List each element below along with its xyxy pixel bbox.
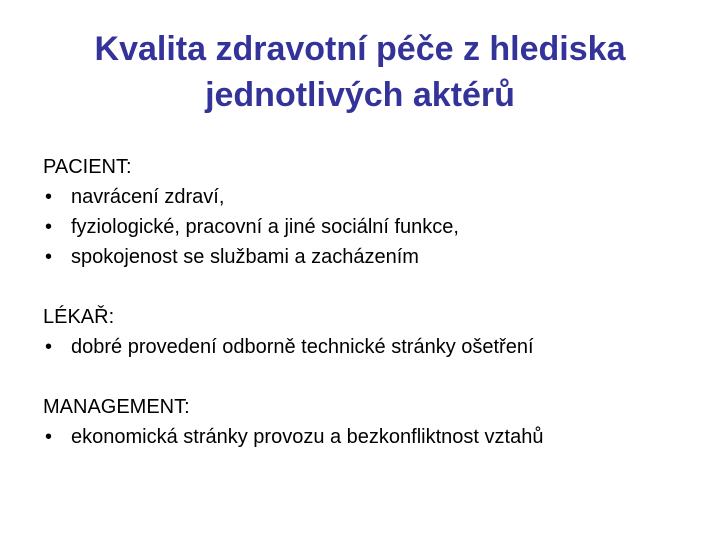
bullet-list	[43, 182, 703, 272]
section-management	[43, 392, 703, 452]
slide-title-line-2: jednotlivých aktérů	[205, 76, 515, 114]
list-item	[43, 422, 703, 452]
bullet-list	[43, 422, 703, 452]
list-item-text: fyziologické, pracovní a jiné sociální funkce,	[71, 216, 459, 238]
slide-title-line-1: Kvalita zdravotní péče z hlediska	[94, 30, 626, 68]
section-heading: MANAGEMENT:	[43, 396, 190, 418]
bullet-icon: •	[45, 246, 53, 268]
section-heading: LÉKAŘ:	[43, 306, 115, 328]
list-item	[43, 332, 703, 362]
list-item-text: navrácení zdraví,	[71, 186, 225, 208]
bullet-icon: •	[45, 336, 53, 358]
list-item	[43, 182, 703, 212]
list-item-text: ekonomická stránky provozu a bezkonfliktnost vztahů	[71, 426, 544, 448]
section-heading: PACIENT:	[43, 156, 132, 178]
bullet-icon: •	[45, 186, 53, 208]
slide-title	[20, 26, 700, 118]
list-item-text: spokojenost se službami a zacházením	[71, 246, 419, 268]
slide-content	[43, 152, 703, 452]
bullet-icon: •	[45, 216, 53, 238]
bullet-icon: •	[45, 426, 53, 448]
bullet-list	[43, 332, 703, 362]
list-item	[43, 242, 703, 272]
section-lekar	[43, 302, 703, 362]
list-item-text: dobré provedení odborně technické stránky ošetření	[71, 336, 534, 358]
list-item	[43, 212, 703, 242]
section-pacient	[43, 152, 703, 272]
